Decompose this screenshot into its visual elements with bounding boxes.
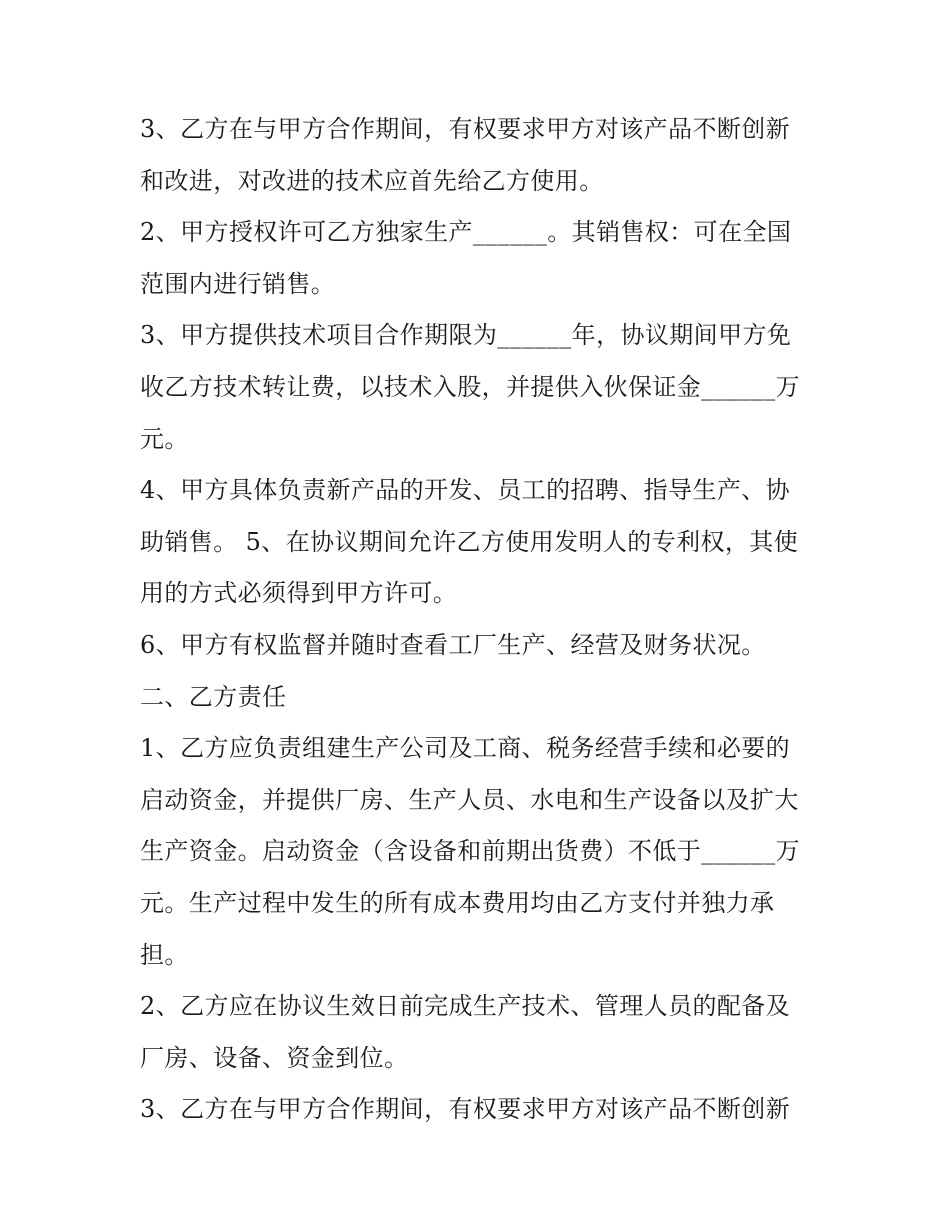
paragraph-b3-innovation-right — [140, 104, 820, 207]
text-line: 助销售。 5、在协议期间允许乙方使用发明人的专利权，其使 — [140, 527, 799, 556]
text-line: 启动资金，并提供厂房、生产人员、水电和生产设备以及扩大 — [140, 785, 799, 814]
text-line: 3、乙方在与甲方合作期间，有权要求甲方对该产品不断创新 — [140, 115, 791, 143]
text-line: 用的方式必须得到甲方许可。 — [140, 579, 458, 608]
text-line: 厂房、设备、资金到位。 — [140, 1043, 409, 1072]
text-line: 收乙方技术转让费，以技术入股，并提供入伙保证金______万 — [140, 372, 800, 401]
paragraph-b3-innovation-right-repeat — [140, 1084, 820, 1136]
text-line: 范围内进行销售。 — [140, 269, 336, 298]
paragraph-a6-supervision — [140, 620, 820, 672]
section-heading: 二、乙方责任 — [140, 682, 287, 711]
paragraph-a2-exclusive-production — [140, 207, 820, 310]
paragraph-a3-cooperation-term — [140, 310, 820, 465]
text-line: 3、乙方在与甲方合作期间，有权要求甲方对该产品不断创新 — [140, 1095, 791, 1124]
paragraph-b1-company-setup — [140, 723, 820, 981]
text-line: 2、乙方应在协议生效日前完成生产技术、管理人员的配备及 — [140, 992, 791, 1021]
paragraph-b2-staffing — [140, 981, 820, 1084]
paragraph-a4-a5-responsibilities — [140, 465, 820, 620]
text-line: 4、甲方具体负责新产品的开发、员工的招聘、指导生产、协 — [140, 476, 791, 505]
text-line: 元。生产过程中发生的所有成本费用均由乙方支付并独力承 — [140, 888, 775, 917]
text-line: 6、甲方有权监督并随时查看工厂生产、经营及财务状况。 — [140, 630, 766, 659]
text-line: 和改进，对改进的技术应首先给乙方使用。 — [140, 166, 604, 195]
text-line: 生产资金。启动资金（含设备和前期出货费）不低于______万 — [140, 837, 800, 866]
text-line: 2、甲方授权许可乙方独家生产______。其销售权：可在全国 — [140, 218, 792, 247]
text-line: 3、甲方提供技术项目合作期限为______年，协议期间甲方免 — [140, 321, 792, 350]
document-body — [140, 104, 820, 1136]
text-line: 元。 — [140, 424, 189, 453]
text-line: 担。 — [140, 940, 189, 969]
text-line: 1、乙方应负责组建生产公司及工商、税务经营手续和必要的 — [140, 734, 791, 763]
section-heading-party-b — [140, 672, 820, 724]
